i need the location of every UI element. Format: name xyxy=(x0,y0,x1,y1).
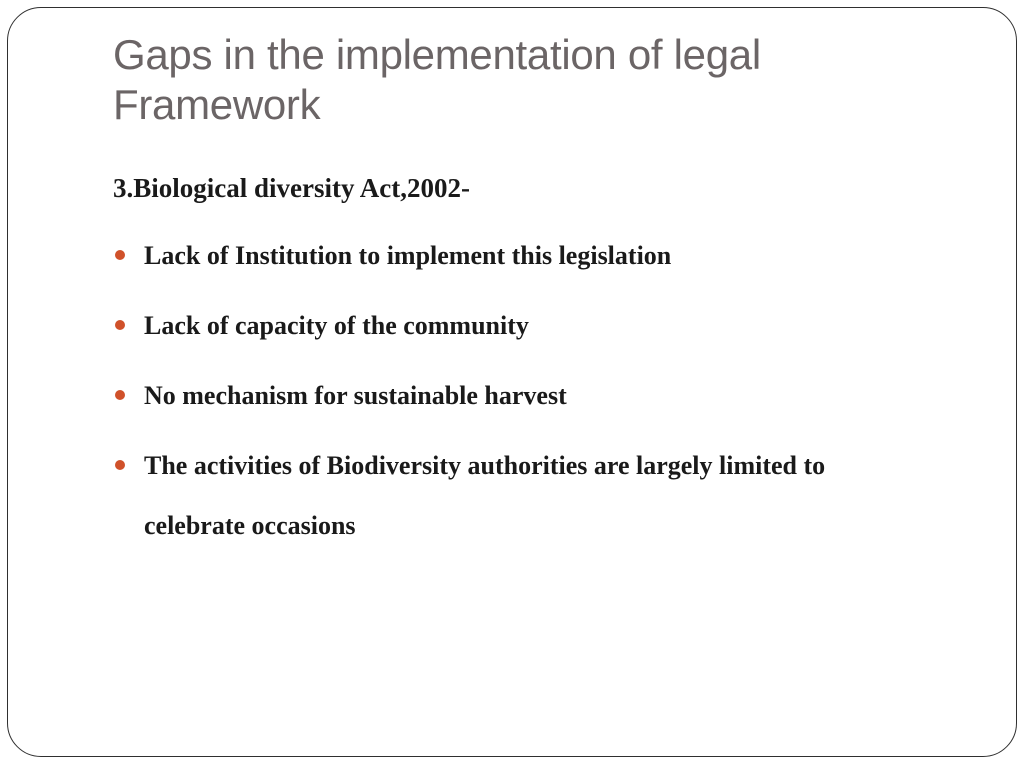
slide-title: Gaps in the implementation of legal Framework xyxy=(113,31,761,128)
bullet-dot-icon xyxy=(115,320,125,330)
slide-subtitle: 3.Biological diversity Act,2002- xyxy=(113,173,470,203)
bullet-text: The activities of Biodiversity authorities are largely limited to celebrate occasions xyxy=(144,451,826,540)
bullet-text: Lack of Institution to implement this legislation xyxy=(144,241,672,270)
bullet-item xyxy=(113,376,913,416)
bullet-item xyxy=(113,306,913,346)
bullet-item xyxy=(113,236,913,276)
bullet-dot-icon xyxy=(115,390,125,400)
bullet-dot-icon xyxy=(115,460,125,470)
bullet-item xyxy=(113,436,913,556)
bullet-text: Lack of capacity of the community xyxy=(144,311,529,340)
bullet-list xyxy=(113,236,913,586)
bullet-text: No mechanism for sustainable harvest xyxy=(144,381,567,410)
bullet-dot-icon xyxy=(115,250,125,260)
